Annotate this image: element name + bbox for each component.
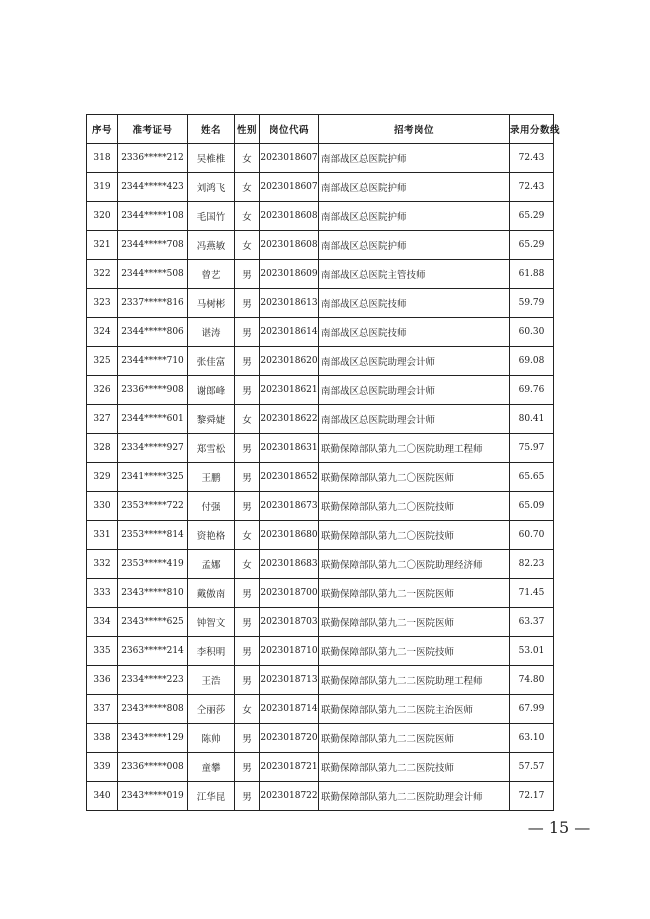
cell-col-gender: 女 [235,231,260,260]
cell-col-post-code: 2023018713 [260,666,319,695]
cell-col-gender: 女 [235,173,260,202]
cell-col-name: 孟娜 [188,550,235,579]
cell-col-post: 联勤保障部队第九二〇医院技师 [319,492,510,521]
cell-col-name: 张佳富 [188,347,235,376]
cell-col-gender: 女 [235,521,260,550]
cell-col-name: 毛国竹 [188,202,235,231]
cell-col-score: 82.23 [510,550,554,579]
cell-col-serial: 338 [87,724,118,753]
cell-col-score: 80.41 [510,405,554,434]
cell-col-gender: 女 [235,202,260,231]
cell-col-name: 付强 [188,492,235,521]
cell-col-post-code: 2023018680 [260,521,319,550]
table-row [87,463,554,492]
cell-col-gender: 男 [235,376,260,405]
cell-col-name: 江华昆 [188,782,235,811]
cell-col-post: 联勤保障部队第九二〇医院助理工程师 [319,434,510,463]
cell-col-serial: 335 [87,637,118,666]
table-row [87,144,554,173]
header-col-serial: 序号 [87,115,118,144]
cell-col-gender: 男 [235,782,260,811]
table-row [87,260,554,289]
cell-col-exam-id: 2336*****908 [118,376,188,405]
table-row [87,579,554,608]
cell-col-name: 童攀 [188,753,235,782]
cell-col-post: 南部战区总医院护师 [319,231,510,260]
table-row [87,637,554,666]
cell-col-score: 74.80 [510,666,554,695]
cell-col-name: 马树彬 [188,289,235,318]
cell-col-exam-id: 2344*****423 [118,173,188,202]
header-col-post-code: 岗位代码 [260,115,319,144]
cell-col-serial: 336 [87,666,118,695]
cell-col-gender: 女 [235,144,260,173]
cell-col-exam-id: 2343*****808 [118,695,188,724]
cell-col-name: 戴傲南 [188,579,235,608]
header-col-score: 录用分数线 [510,115,554,144]
cell-col-exam-id: 2344*****708 [118,231,188,260]
cell-col-post: 联勤保障部队第九二〇医院技师 [319,521,510,550]
cell-col-post-code: 2023018652 [260,463,319,492]
table-row [87,289,554,318]
cell-col-name: 刘鸿飞 [188,173,235,202]
cell-col-serial: 337 [87,695,118,724]
score-table [86,114,561,811]
cell-col-score: 72.17 [510,782,554,811]
cell-col-post-code: 2023018721 [260,753,319,782]
cell-col-exam-id: 2336*****212 [118,144,188,173]
cell-col-name: 曾艺 [188,260,235,289]
cell-col-serial: 333 [87,579,118,608]
table-row [87,202,554,231]
cell-col-post: 联勤保障部队第九二二医院助理会计师 [319,782,510,811]
cell-col-score: 65.29 [510,202,554,231]
table-row [87,318,554,347]
cell-col-post: 南部战区总医院护师 [319,173,510,202]
cell-col-gender: 男 [235,289,260,318]
table-row [87,492,554,521]
cell-col-score: 65.29 [510,231,554,260]
cell-col-gender: 女 [235,405,260,434]
cell-col-serial: 318 [87,144,118,173]
cell-col-score: 57.57 [510,753,554,782]
cell-col-post: 南部战区总医院助理会计师 [319,376,510,405]
cell-col-exam-id: 2353*****814 [118,521,188,550]
cell-col-exam-id: 2334*****223 [118,666,188,695]
cell-col-gender: 男 [235,579,260,608]
cell-col-name: 资艳格 [188,521,235,550]
table-row [87,724,554,753]
cell-col-post: 联勤保障部队第九二二医院主治医师 [319,695,510,724]
cell-col-score: 63.37 [510,608,554,637]
cell-col-gender: 男 [235,463,260,492]
cell-col-serial: 330 [87,492,118,521]
cell-col-post: 联勤保障部队第九二〇医院医师 [319,463,510,492]
cell-col-score: 61.88 [510,260,554,289]
cell-col-name: 王鹏 [188,463,235,492]
cell-col-post-code: 2023018722 [260,782,319,811]
cell-col-name: 谢郎峰 [188,376,235,405]
cell-col-serial: 326 [87,376,118,405]
cell-col-gender: 男 [235,637,260,666]
table-row [87,666,554,695]
table-row [87,231,554,260]
cell-col-serial: 340 [87,782,118,811]
cell-col-serial: 334 [87,608,118,637]
cell-col-name: 李积明 [188,637,235,666]
cell-col-post: 联勤保障部队第九二一医院技师 [319,637,510,666]
cell-col-serial: 328 [87,434,118,463]
cell-col-exam-id: 2363*****214 [118,637,188,666]
cell-col-name: 吴椎椎 [188,144,235,173]
cell-col-post: 联勤保障部队第九二〇医院助理经济师 [319,550,510,579]
cell-col-post-code: 2023018714 [260,695,319,724]
cell-col-post: 南部战区总医院主管技师 [319,260,510,289]
cell-col-post-code: 2023018608 [260,231,319,260]
cell-col-exam-id: 2344*****806 [118,318,188,347]
cell-col-exam-id: 2344*****710 [118,347,188,376]
cell-col-post: 联勤保障部队第九二二医院助理工程师 [319,666,510,695]
cell-col-post: 南部战区总医院技师 [319,318,510,347]
cell-col-serial: 332 [87,550,118,579]
cell-col-name: 谌涛 [188,318,235,347]
table-row [87,753,554,782]
cell-col-serial: 321 [87,231,118,260]
cell-col-name: 王浩 [188,666,235,695]
cell-col-gender: 男 [235,492,260,521]
table-row [87,550,554,579]
cell-col-serial: 325 [87,347,118,376]
cell-col-serial: 320 [87,202,118,231]
cell-col-gender: 男 [235,347,260,376]
cell-col-score: 67.99 [510,695,554,724]
cell-col-post-code: 2023018620 [260,347,319,376]
table-row [87,521,554,550]
cell-col-name: 钟智文 [188,608,235,637]
cell-col-exam-id: 2343*****810 [118,579,188,608]
cell-col-serial: 327 [87,405,118,434]
cell-col-gender: 女 [235,550,260,579]
cell-col-post: 南部战区总医院护师 [319,202,510,231]
cell-col-gender: 男 [235,666,260,695]
header-col-name: 姓名 [188,115,235,144]
cell-col-score: 69.76 [510,376,554,405]
page-number: — 15 — [527,818,591,837]
cell-col-name: 郑雪松 [188,434,235,463]
cell-col-score: 75.97 [510,434,554,463]
cell-col-post-code: 2023018614 [260,318,319,347]
cell-col-exam-id: 2344*****508 [118,260,188,289]
cell-col-post: 南部战区总医院助理会计师 [319,347,510,376]
cell-col-score: 53.01 [510,637,554,666]
cell-col-serial: 331 [87,521,118,550]
header-col-exam-id: 准考证号 [118,115,188,144]
cell-col-exam-id: 2336*****008 [118,753,188,782]
cell-col-score: 59.79 [510,289,554,318]
cell-col-exam-id: 2337*****816 [118,289,188,318]
cell-col-post-code: 2023018700 [260,579,319,608]
cell-col-exam-id: 2343*****129 [118,724,188,753]
table-row [87,347,554,376]
cell-col-exam-id: 2353*****722 [118,492,188,521]
cell-col-serial: 323 [87,289,118,318]
cell-col-name: 仝丽莎 [188,695,235,724]
cell-col-post-code: 2023018607 [260,173,319,202]
cell-col-gender: 男 [235,318,260,347]
cell-col-post-code: 2023018673 [260,492,319,521]
cell-col-name: 陈帅 [188,724,235,753]
cell-col-post-code: 2023018683 [260,550,319,579]
cell-col-post: 联勤保障部队第九二二医院医师 [319,724,510,753]
cell-col-post: 联勤保障部队第九二一医院医师 [319,579,510,608]
table-row [87,608,554,637]
cell-col-post: 南部战区总医院助理会计师 [319,405,510,434]
cell-col-post-code: 2023018703 [260,608,319,637]
cell-col-post-code: 2023018720 [260,724,319,753]
cell-col-score: 71.45 [510,579,554,608]
cell-col-exam-id: 2344*****108 [118,202,188,231]
cell-col-serial: 329 [87,463,118,492]
cell-col-gender: 男 [235,724,260,753]
cell-col-name: 冯燕敏 [188,231,235,260]
cell-col-exam-id: 2344*****601 [118,405,188,434]
table-row [87,405,554,434]
header-col-gender: 性别 [235,115,260,144]
cell-col-gender: 女 [235,695,260,724]
table-row [87,695,554,724]
cell-col-name: 黎舜婕 [188,405,235,434]
cell-col-gender: 男 [235,753,260,782]
cell-col-gender: 男 [235,434,260,463]
cell-col-score: 72.43 [510,144,554,173]
cell-col-score: 60.30 [510,318,554,347]
table-body [87,144,554,811]
cell-col-score: 69.08 [510,347,554,376]
cell-col-post-code: 2023018613 [260,289,319,318]
cell-col-exam-id: 2353*****419 [118,550,188,579]
cell-col-post-code: 2023018608 [260,202,319,231]
cell-col-serial: 322 [87,260,118,289]
table-row [87,434,554,463]
cell-col-serial: 339 [87,753,118,782]
cell-col-score: 72.43 [510,173,554,202]
table-row [87,173,554,202]
table-header-row [87,115,554,144]
cell-col-post-code: 2023018609 [260,260,319,289]
cell-col-exam-id: 2343*****625 [118,608,188,637]
cell-col-exam-id: 2343*****019 [118,782,188,811]
cell-col-score: 60.70 [510,521,554,550]
cell-col-serial: 324 [87,318,118,347]
cell-col-post-code: 2023018621 [260,376,319,405]
cell-col-post: 联勤保障部队第九二二医院技师 [319,753,510,782]
cell-col-post: 联勤保障部队第九二一医院医师 [319,608,510,637]
cell-col-post-code: 2023018607 [260,144,319,173]
cell-col-post: 南部战区总医院技师 [319,289,510,318]
cell-col-serial: 319 [87,173,118,202]
header-col-post: 招考岗位 [319,115,510,144]
table-row [87,376,554,405]
table-row [87,782,554,811]
cell-col-exam-id: 2341*****325 [118,463,188,492]
cell-col-post-code: 2023018622 [260,405,319,434]
cell-col-score: 65.65 [510,463,554,492]
cell-col-gender: 男 [235,260,260,289]
cell-col-post: 南部战区总医院护师 [319,144,510,173]
cell-col-gender: 男 [235,608,260,637]
cell-col-exam-id: 2334*****927 [118,434,188,463]
cell-col-post-code: 2023018710 [260,637,319,666]
cell-col-score: 65.09 [510,492,554,521]
cell-col-score: 63.10 [510,724,554,753]
cell-col-post-code: 2023018631 [260,434,319,463]
